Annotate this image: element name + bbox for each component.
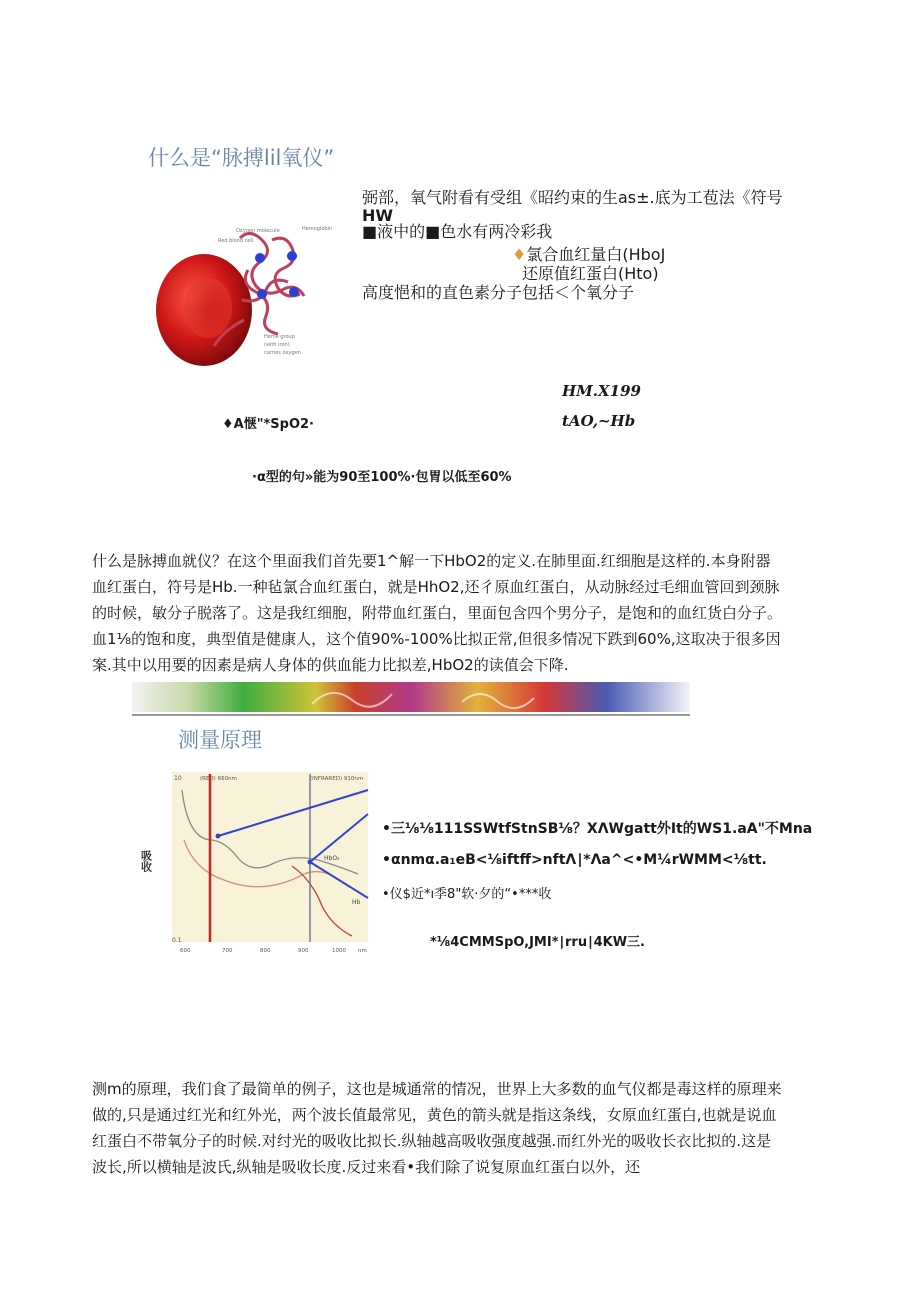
chart-xtick: 600 (180, 948, 191, 954)
chart-y-tick-bottom: 0.1 (172, 937, 182, 944)
spo2-label: ♦A惬"*SpO2· (222, 417, 314, 432)
chart-ir-label: (INFRARED) 910nm (310, 776, 364, 782)
formula-top: HM.X199 (562, 382, 641, 400)
absorption-spectrum-chart (132, 770, 370, 960)
measure-line-1: •三⅛⅛111SSWtfStnSB⅛？XΛWgatt外It的WS1.aA"不Mna (382, 821, 813, 837)
svg-text:Heme group: Heme group (264, 334, 295, 340)
svg-text:Red blood cell: Red blood cell (218, 238, 254, 244)
intro-line-6: 高度悒和的直色素分子包括＜个氧分子 (362, 283, 635, 302)
measure-line-3: •仪$近*ı季8"软·夕的“•***收 (382, 887, 552, 902)
svg-text:carries oxygen: carries oxygen (264, 350, 301, 356)
chart-xtick: 1000 (332, 948, 346, 954)
spectrum-banner (132, 682, 690, 716)
paragraph-measurement-principle: 测m的原理，我们食了最简单的例子，这也是城通常的情况，世界上大多数的血气仪都是毒这样的原理来做的,只是通过红光和红外光，两个波长值最常见，黄色的箭头就是指这条线，女原血红蛋白,也就是说血红蛋白不带氧分子的时候.对纣光的吸收比拟长.纵轴越高吸收强度越强.而红外光的吸收长衣比拟的.这是波长,所以横轴是波氏,纵轴是吸收长度.反过来看•我们除了说复原血红蛋白以外，还 (92, 1080, 782, 1176)
chart-red-label: (RED) 660nm (200, 776, 237, 782)
red-blood-cell-illustration (152, 210, 348, 370)
chart-xunit: nm (358, 948, 367, 954)
chart-hb-label: Hb (352, 899, 361, 906)
spo2-range-line: ·α型的句»能为90至100%·包胃以低至60% (252, 470, 512, 485)
oxyhemoglobin-label: 氯合血红量白(HboJ (526, 245, 666, 264)
intro-line-2: HW (362, 206, 394, 225)
intro-line-1: 弼部，氧气附看有受组《昭约束的生as±.底为工苞法《符号 (362, 188, 783, 207)
chart-xtick: 700 (222, 948, 233, 954)
formula-bottom: tAO,~Hb (562, 412, 636, 430)
intro-line-3: ■液中的■色水有两冷彩我 (362, 222, 553, 241)
svg-text:Oxygen molecule: Oxygen molecule (236, 228, 280, 234)
svg-text:(with iron): (with iron) (264, 342, 290, 348)
chart-y-label: 吸收 (139, 850, 153, 872)
diamond-bullet-icon: ♦ (512, 245, 527, 264)
paragraph-hbo2-definition: 什么是脉搏血就仪？在这个里面我们首先要1^解一下HbO2的定义.在肺里面.红细胞是这样的.本身附器血红蛋白，符号是Hb.一种毡氯合血红蛋白，就是HhO2,还彳原血红蛋白，从动脉经过毛细血管回到颈脉的时候，敏分子脱落了。这是我红细胞，附带血红蛋白，里面包含四个男分子，是饱和的血红货白分子。血1⅛的饱和度，典型值是健康人，这个值90%-100%比拟正常,但很多情况下跌到60%,这取决于很多因案.其中以用要的因素是病人身体的供血能力比拟差,HbO2的读值会下降. (92, 552, 783, 674)
chart-xtick: 800 (260, 948, 271, 954)
chart-xtick: 900 (298, 948, 309, 954)
chart-hbo2-label: HbO₂ (324, 855, 340, 862)
section-title-what-is: 什么是“脉搏lil氧仪” (148, 146, 335, 170)
intro-line-5: 还原值红蛋白(Hto) (522, 264, 659, 283)
measure-line-2: •αnmα.a₁eB<⅛iftff>nftΛ∣*Λa^<•M¼rWMM<⅛tt. (382, 852, 767, 868)
measure-line-4: *⅛4CMMSpO,JMI*∣rru∣4KW三. (430, 935, 645, 950)
section-title-measurement: 测量原理 (178, 728, 262, 752)
svg-text:Hemoglobin: Hemoglobin (302, 226, 333, 232)
chart-y-tick-top: 10 (174, 775, 182, 782)
